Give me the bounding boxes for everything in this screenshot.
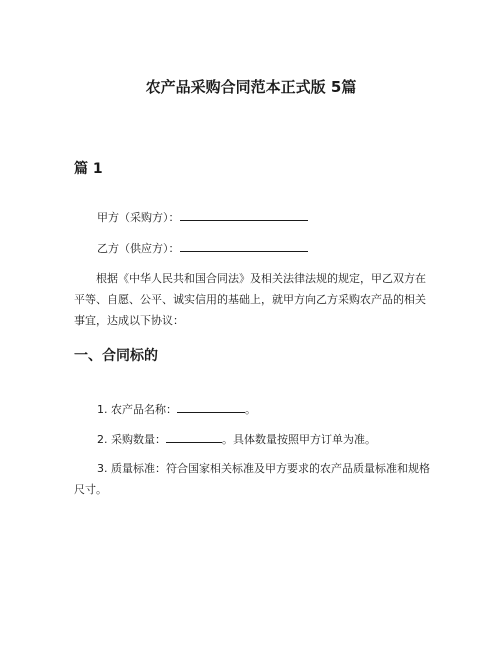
section-heading: 篇 1 [74, 161, 103, 177]
party-b-blank [180, 240, 308, 252]
item-2-suffix: 。具体数量按照甲方订单为准。 [222, 433, 376, 446]
party-a-line [97, 209, 308, 226]
party-b-label: 乙方（供应方）： [97, 242, 180, 255]
party-b-line [97, 240, 308, 257]
item-1-prefix: 1. 农产品名称： [97, 403, 177, 416]
document-title: 农产品采购合同范本正式版 5篇 [145, 78, 357, 96]
list-item [74, 458, 434, 500]
intro-paragraph [74, 268, 430, 331]
item-1-suffix: 。 [245, 403, 256, 416]
item-3-text: 3. 质量标准：符合国家相关标准及甲方要求的农产品质量标准和规格尺寸。 [74, 462, 430, 496]
list-item [97, 401, 256, 418]
item-2-prefix: 2. 采购数量： [97, 433, 166, 446]
party-a-blank [180, 209, 308, 221]
intro-text: 根据《中华人民共和国合同法》及相关法律法规的规定，甲乙双方在平等、自愿、公平、诚实信用的基础上，就甲方向乙方采购农产品的相关事宜，达成以下协议： [74, 272, 426, 327]
subheading: 一、合同标的 [74, 348, 158, 364]
list-item [97, 431, 376, 448]
party-a-label: 甲方（采购方）： [97, 211, 180, 224]
item-1-blank [177, 401, 245, 413]
item-2-blank [166, 431, 222, 443]
